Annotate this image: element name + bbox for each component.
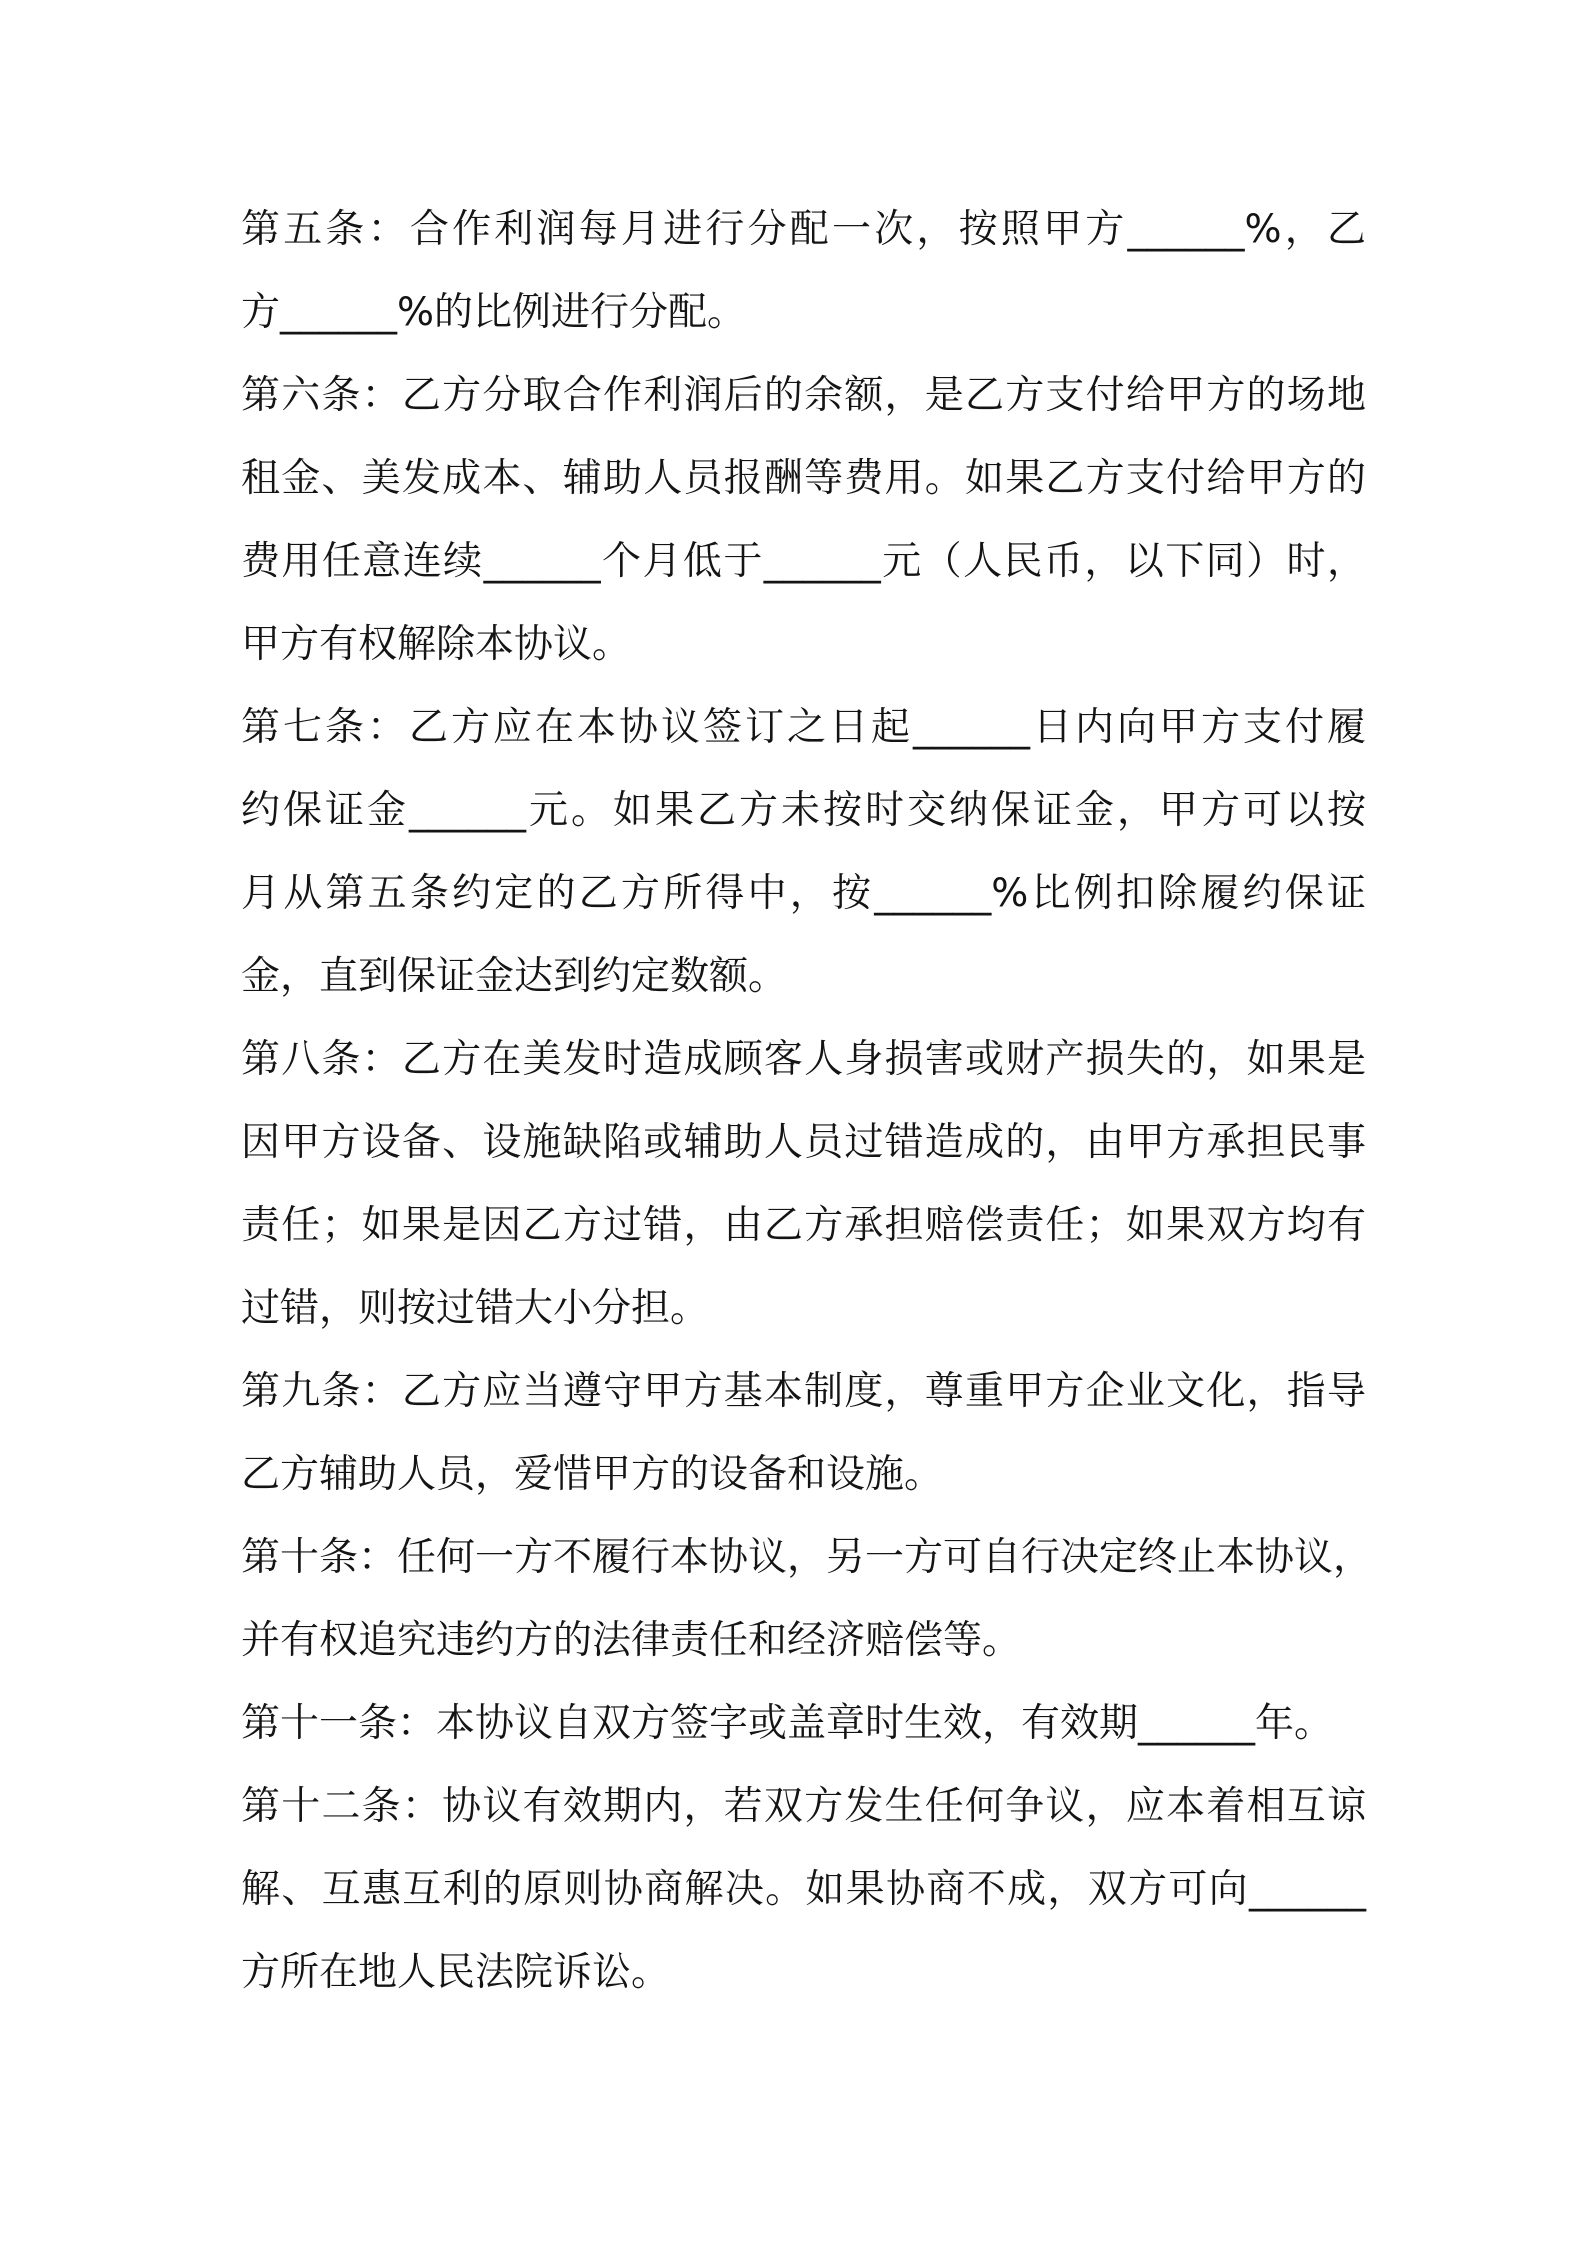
article-6-line-3: 费用任意连续______个月低于______元（人民币，以下同）时， [241, 539, 1366, 584]
article-7-line-1: 第七条：乙方应在本协议签订之日起______日内向甲方支付履 [241, 705, 1366, 750]
article-7-line-4: 金，直到保证金达到约定数额。 [241, 954, 788, 999]
article-11-line-1: 第十一条：本协议自双方签字或盖章时生效，有效期______年。 [241, 1701, 1334, 1746]
article-10-line-2: 并有权追究违约方的法律责任和经济赔偿等。 [241, 1618, 1022, 1663]
article-6-line-2: 租金、美发成本、辅助人员报酬等费用。如果乙方支付给甲方的 [241, 456, 1366, 501]
article-12-line-3: 方所在地人民法院诉讼。 [241, 1950, 671, 1995]
article-5-line-2: 方______%的比例进行分配。 [241, 290, 747, 335]
article-6-line-1: 第六条：乙方分取合作利润后的余额，是乙方支付给甲方的场地 [241, 373, 1366, 418]
article-9-line-2: 乙方辅助人员，爱惜甲方的设备和设施。 [241, 1452, 944, 1497]
article-8-line-3: 责任；如果是因乙方过错，由乙方承担赔偿责任；如果双方均有 [241, 1203, 1366, 1248]
article-6-line-4: 甲方有权解除本协议。 [241, 622, 632, 667]
article-8-line-1: 第八条：乙方在美发时造成顾客人身损害或财产损失的，如果是 [241, 1037, 1366, 1082]
article-12-line-2: 解、互惠互利的原则协商解决。如果协商不成，双方可向______ [241, 1867, 1366, 1912]
article-5-line-1: 第五条：合作利润每月进行分配一次，按照甲方______%，乙 [241, 207, 1366, 252]
article-9-line-1: 第九条：乙方应当遵守甲方基本制度，尊重甲方企业文化，指导 [241, 1369, 1366, 1414]
article-7-line-2: 约保证金______元。如果乙方未按时交纳保证金，甲方可以按 [241, 788, 1366, 833]
article-12-line-1: 第十二条：协议有效期内，若双方发生任何争议，应本着相互谅 [241, 1784, 1366, 1829]
article-10-line-1: 第十条：任何一方不履行本协议，另一方可自行决定终止本协议， [241, 1535, 1373, 1580]
contract-clauses [241, 188, 1373, 2014]
article-8-line-4: 过错，则按过错大小分担。 [241, 1286, 710, 1331]
article-8-line-2: 因甲方设备、设施缺陷或辅助人员过错造成的，由甲方承担民事 [241, 1120, 1366, 1165]
article-7-line-3: 月从第五条约定的乙方所得中，按______%比例扣除履约保证 [241, 871, 1366, 916]
